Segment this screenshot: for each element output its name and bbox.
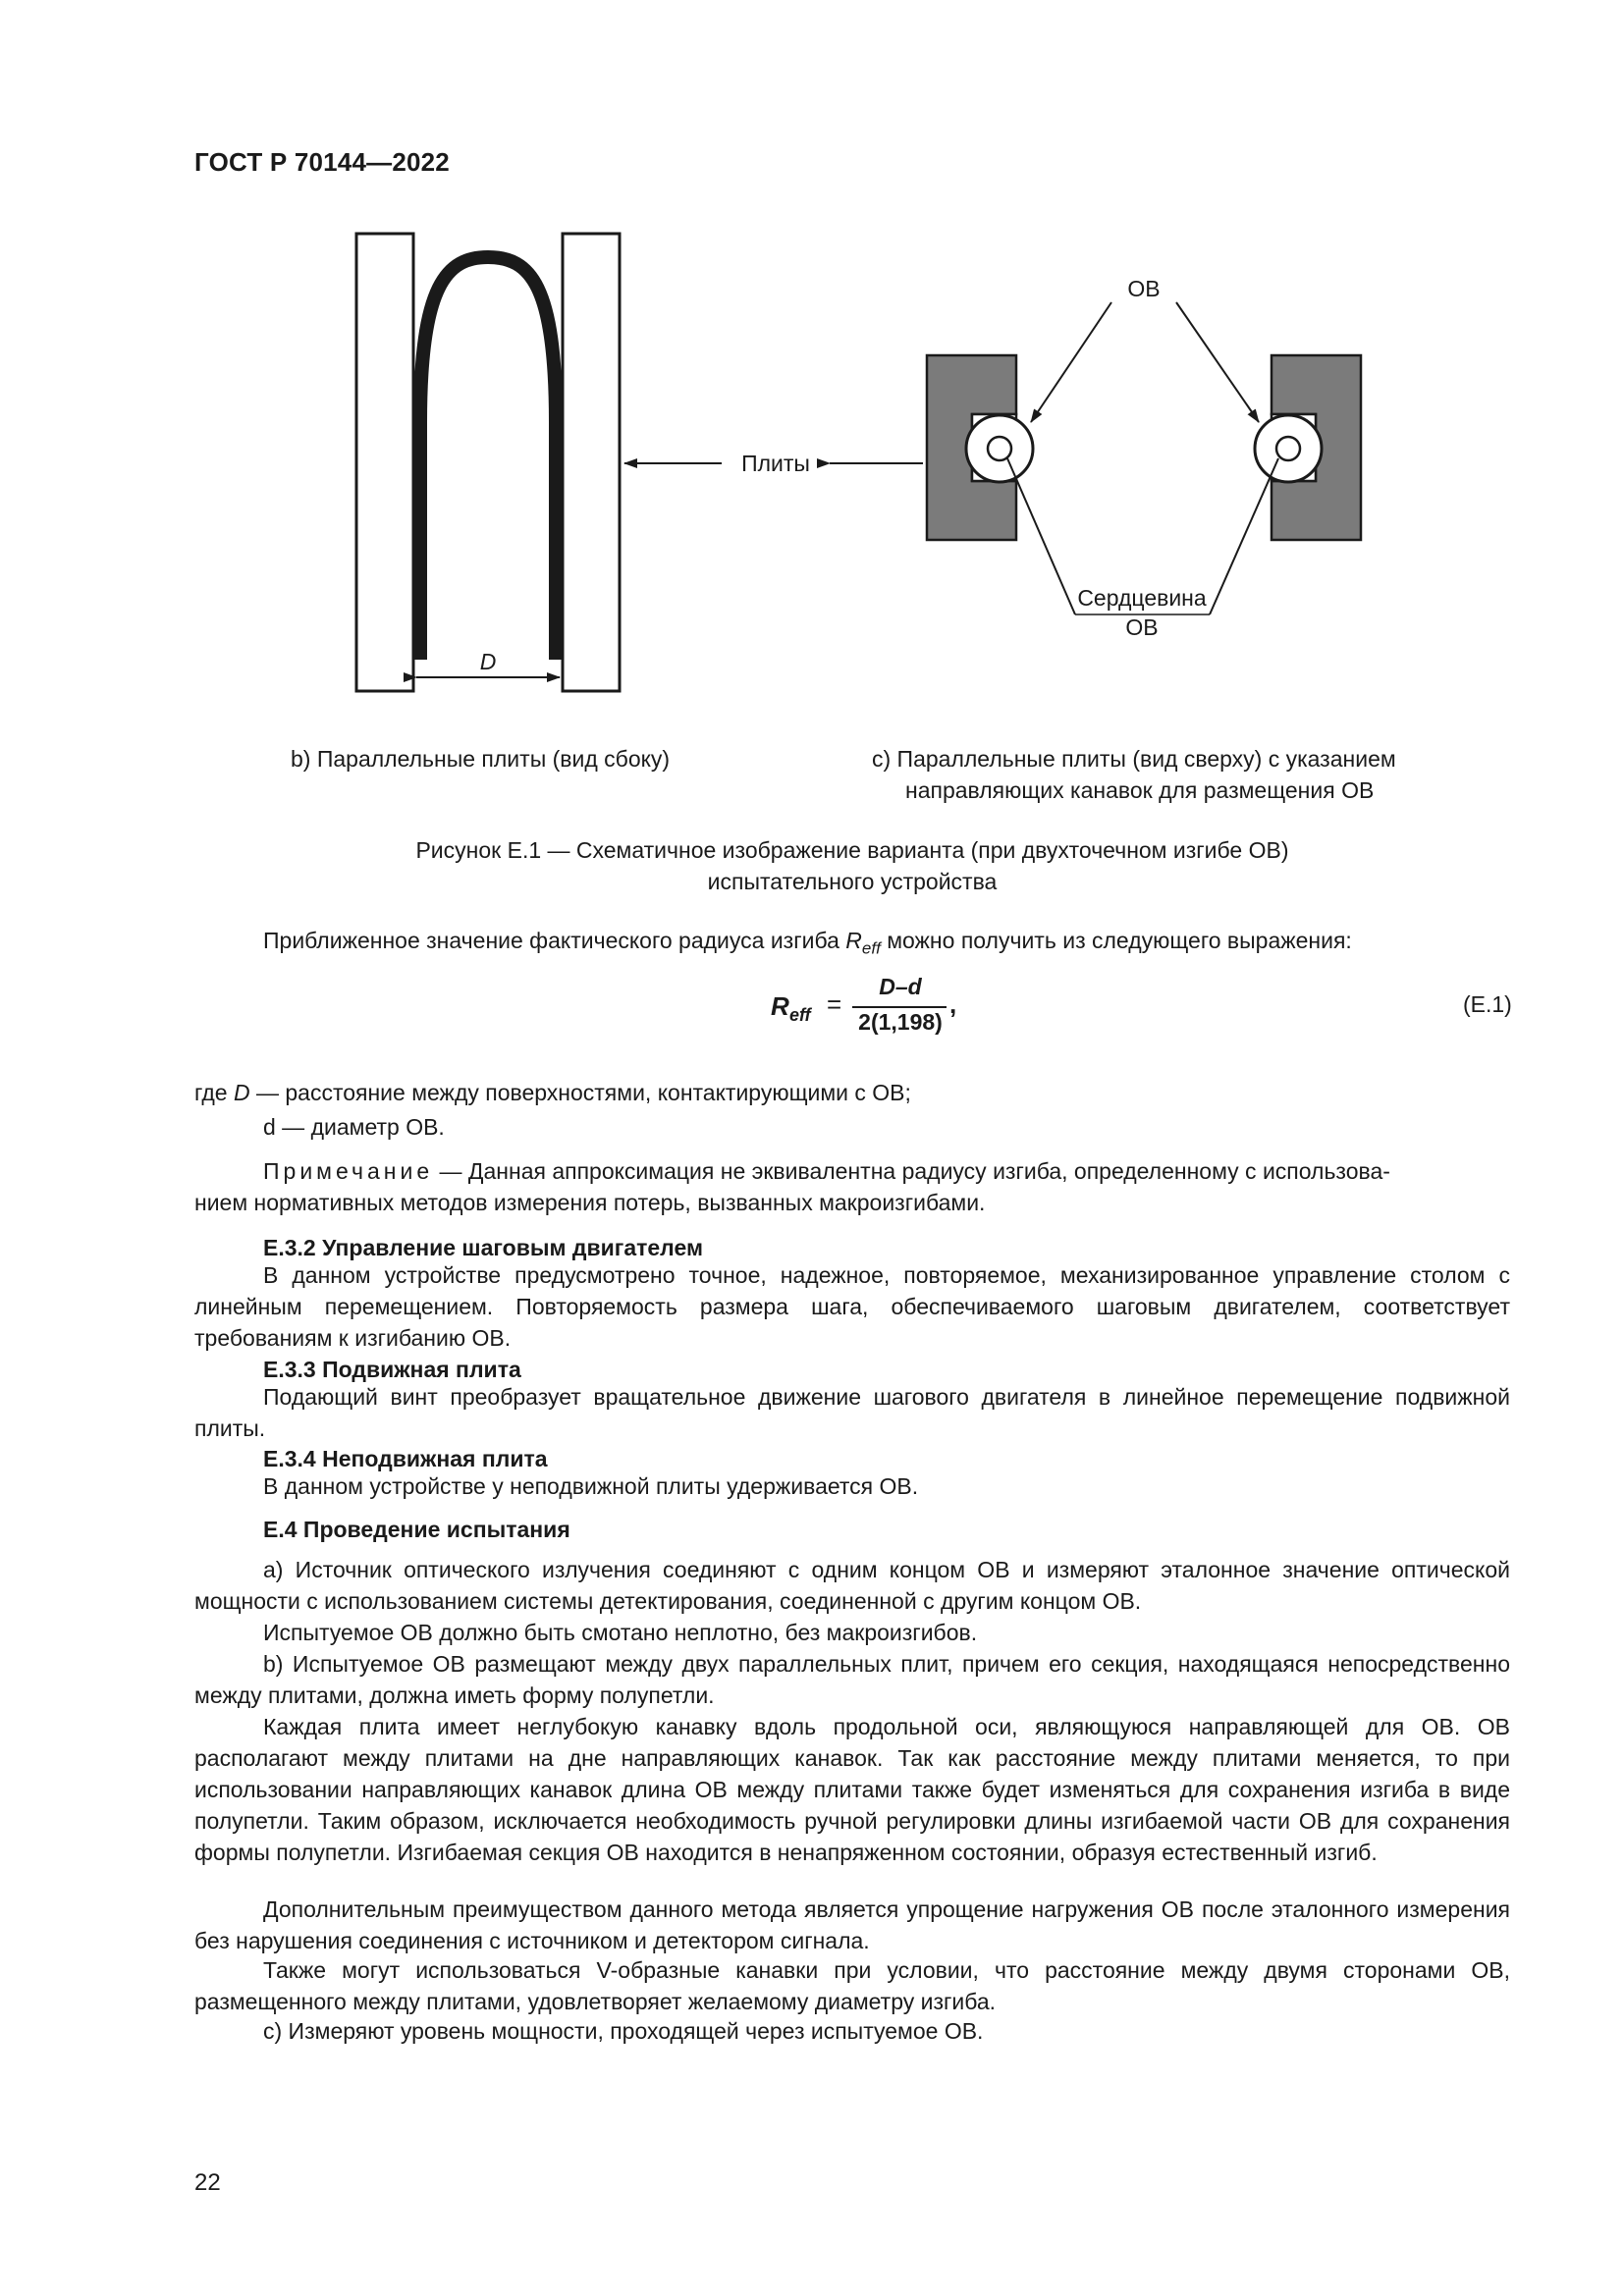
top-view-diagram — [927, 276, 1361, 640]
d-dimension-label: D — [479, 649, 497, 674]
where-line2: d — диаметр ОВ. — [263, 1114, 445, 1140]
side-view-diagram — [356, 234, 620, 691]
core-leader-left — [1007, 458, 1075, 614]
formula-intro: Приближенное значение фактического радиуса изгиба $R_{eff}$ можно получить из следующего выражения: — [263, 928, 1352, 958]
left-fiber-core — [988, 437, 1011, 460]
where-line1: где D — расстояние между поверхностями, контактирующими с ОВ; — [194, 1080, 911, 1105]
fiber-half-loop — [420, 257, 556, 660]
caption-b: b) Параллельные плиты (вид сбоку) — [291, 746, 671, 772]
page-number: 22 — [194, 2169, 221, 2196]
figure-title-line2: испытательного устройства — [707, 869, 998, 894]
right-plate — [563, 234, 620, 691]
formula-number: (E.1) — [1463, 991, 1512, 1017]
figure-title-line1: Рисунок Е.1 — Схематичное изображение варианта (при двухточечном изгибе ОВ) — [415, 837, 1289, 863]
section-e32-text: В данном устройстве предусмотрено точное, надежное, повторяемое, механизированное управление столом с линейным перемещением. Повторяемость размера шага, обеспечиваемого шаговым двигателем, соответствует требованиям к изгибанию ОВ. — [194, 1262, 1510, 1351]
right-fiber-core — [1276, 437, 1300, 460]
note: Примечание — Данная аппроксимация не эквивалентна радиусу изгиба, определенному с использова- нием нормативных методов измерения потерь, вызванных макроизгибами. — [194, 1158, 1390, 1215]
caption-c-line2: направляющих канавок для размещения ОВ — [905, 777, 1375, 803]
left-plate — [356, 234, 413, 691]
section-e33-text: Подающий винт преобразует вращательное движение шагового двигателя в линейное перемещение подвижной плиты. — [194, 1384, 1510, 1441]
core-label-line1: Сердцевина — [1077, 585, 1207, 611]
document-header: ГОСТ Р 70144—2022 — [194, 147, 450, 177]
section-e34-text: В данном устройстве у неподвижной плиты удерживается ОВ. — [263, 1473, 919, 1499]
paragraph-advantage: Дополнительным преимуществом данного метода является упрощение нагружения ОВ после эталонного измерения без нарушения соединения с источником и детектором сигнала. — [194, 1896, 1510, 1953]
plates-label: Плиты — [741, 451, 810, 476]
paragraph-a: a) Источник оптического излучения соединяют с одним концом ОВ и измеряют эталонное значение оптической мощности с использованием системы детектирования, соединенной с другим концом ОВ. — [194, 1557, 1510, 1614]
fiber-leader-left — [1031, 302, 1111, 422]
paragraph-b: b) Испытуемое ОВ размещают между двух параллельных плит, причем его секция, находящаяся непосредственно между плитами, должна иметь форму полупетли. — [194, 1651, 1510, 1708]
figure-e1 — [0, 0, 1624, 746]
section-e32-title: E.3.2 Управление шаговым двигателем — [263, 1235, 703, 1260]
caption-c-line1: c) Параллельные плиты (вид сверху) с указанием — [872, 746, 1396, 772]
section-e4-title: E.4 Проведение испытания — [263, 1517, 570, 1542]
fiber-leader-right — [1176, 302, 1259, 422]
core-leader-right — [1210, 458, 1278, 614]
section-e33-title: E.3.3 Подвижная плита — [263, 1357, 521, 1382]
paragraph-grooves: Каждая плита имеет неглубокую канавку вдоль продольной оси, являющуюся направляющей для ОВ. ОВ располагают между плитами на дне направляющих канавок. Так как расстояние между плитами меняется, то при использовании направляющих канавок длина ОВ между плитами также будет изменяться для сохранения изгиба в виде полупетли. Таким образом, исключается необходимость ручной регулировки длины изгибаемой части ОВ для сохранения формы полупетли. Изгибаемая секция ОВ находится в ненапряженном состоянии, образуя естественный изгиб. — [194, 1714, 1510, 1865]
fiber-label-top: ОВ — [1127, 276, 1161, 301]
paragraph-v-grooves: Также могут использоваться V-образные канавки при условии, что расстояние между двумя сторонами ОВ, размещенного между плитами, удовлетворяет желаемому диаметру изгиба. — [194, 1957, 1510, 2014]
formula-e1: R eff = D–d 2(1,198) , — [771, 974, 957, 1035]
core-label-line2: ОВ — [1125, 614, 1159, 640]
paragraph-c: c) Измеряют уровень мощности, проходящей через испытуемое ОВ. — [263, 2018, 984, 2044]
paragraph-winding: Испытуемое ОВ должно быть смотано неплотно, без макроизгибов. — [263, 1620, 978, 1645]
section-e34-title: E.3.4 Неподвижная плита — [263, 1446, 548, 1471]
